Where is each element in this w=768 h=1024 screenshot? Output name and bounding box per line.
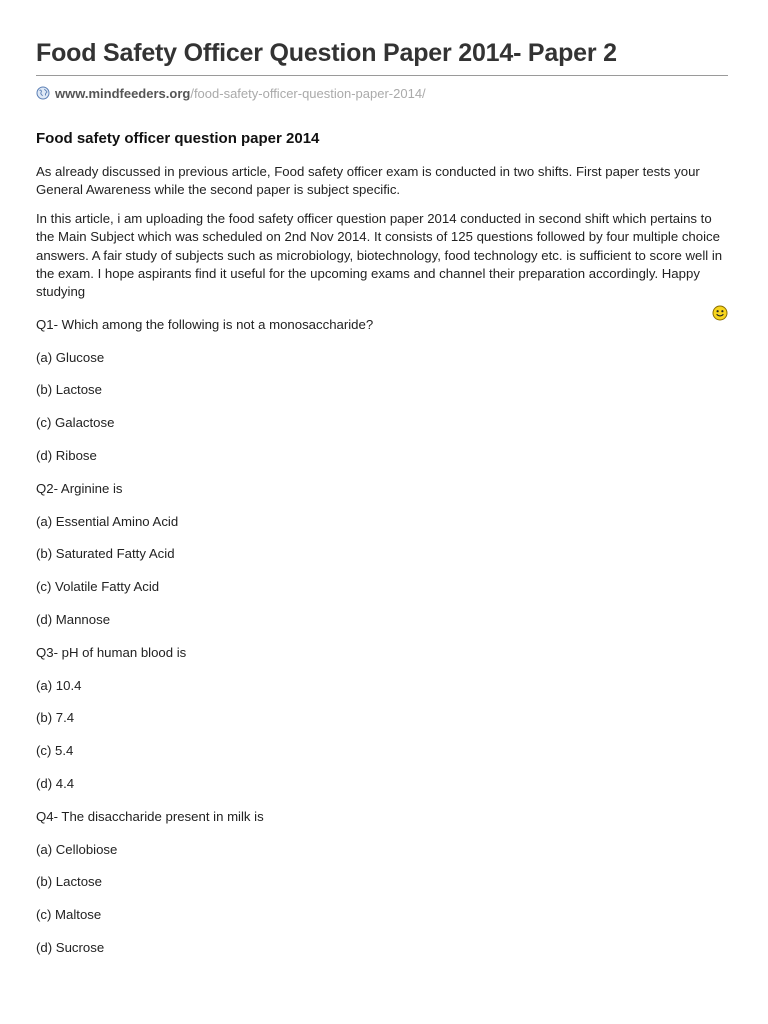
source-domain[interactable]: www.mindfeeders.org: [55, 85, 191, 101]
details-paragraph: In this article, i am uploading the food safety officer question paper 2014 conducted in second shift which pertains to the Main Subject which was scheduled on 2nd Nov 2014. It consists of 125 questions followed by four multiple choice answers. A fair study of subjects such as microbiology, biotechnology, food technology etc. is sufficient to score well in the exam. I hope aspirants find it useful for the upcoming exams and channel their preparation accordingly. Happy studying: [36, 210, 723, 300]
answer-option: (d) Ribose: [36, 448, 97, 464]
answer-option: (c) Volatile Fatty Acid: [36, 579, 160, 595]
question-text: Q2- Arginine is: [36, 480, 123, 496]
page-title: Food Safety Officer Question Paper 2014- Paper 2: [36, 39, 617, 67]
answer-option: (b) Lactose: [36, 874, 102, 890]
question-text: Q3- pH of human blood is: [36, 644, 187, 660]
answer-option: (b) 7.4: [36, 710, 75, 726]
source-path[interactable]: /food-safety-officer-question-paper-2014/: [190, 85, 426, 101]
question-list: [36, 316, 728, 957]
question-text: Q4- The disaccharide present in milk is: [36, 808, 264, 824]
answer-option: (d) Mannose: [36, 612, 111, 628]
answer-option: (c) Maltose: [36, 907, 102, 923]
answer-option: (a) Cellobiose: [36, 841, 118, 857]
answer-option: (c) Galactose: [36, 415, 115, 431]
source-url[interactable]: [36, 84, 728, 102]
title-divider: [36, 75, 728, 76]
smiley-icon: [712, 305, 728, 321]
answer-option: (c) 5.4: [36, 743, 74, 759]
globe-icon: [36, 86, 50, 100]
answer-option: (a) Glucose: [36, 349, 105, 365]
article-heading: Food safety officer question paper 2014: [36, 130, 320, 147]
answer-option: (d) 4.4: [36, 776, 75, 791]
document-page: [36, 0, 728, 972]
answer-option: (a) 10.4: [36, 677, 82, 693]
intro-paragraph: As already discussed in previous article, Food safety officer exam is conducted in two shifts. First paper tests your General Awareness while the second paper is subject specific.: [36, 164, 700, 198]
answer-option: (a) Essential Amino Acid: [36, 513, 179, 529]
answer-option: (b) Saturated Fatty Acid: [36, 546, 175, 562]
answer-option: (b) Lactose: [36, 382, 102, 398]
question-text: Q1- Which among the following is not a monosaccharide?: [36, 316, 374, 332]
answer-option: (d) Sucrose: [36, 939, 105, 955]
